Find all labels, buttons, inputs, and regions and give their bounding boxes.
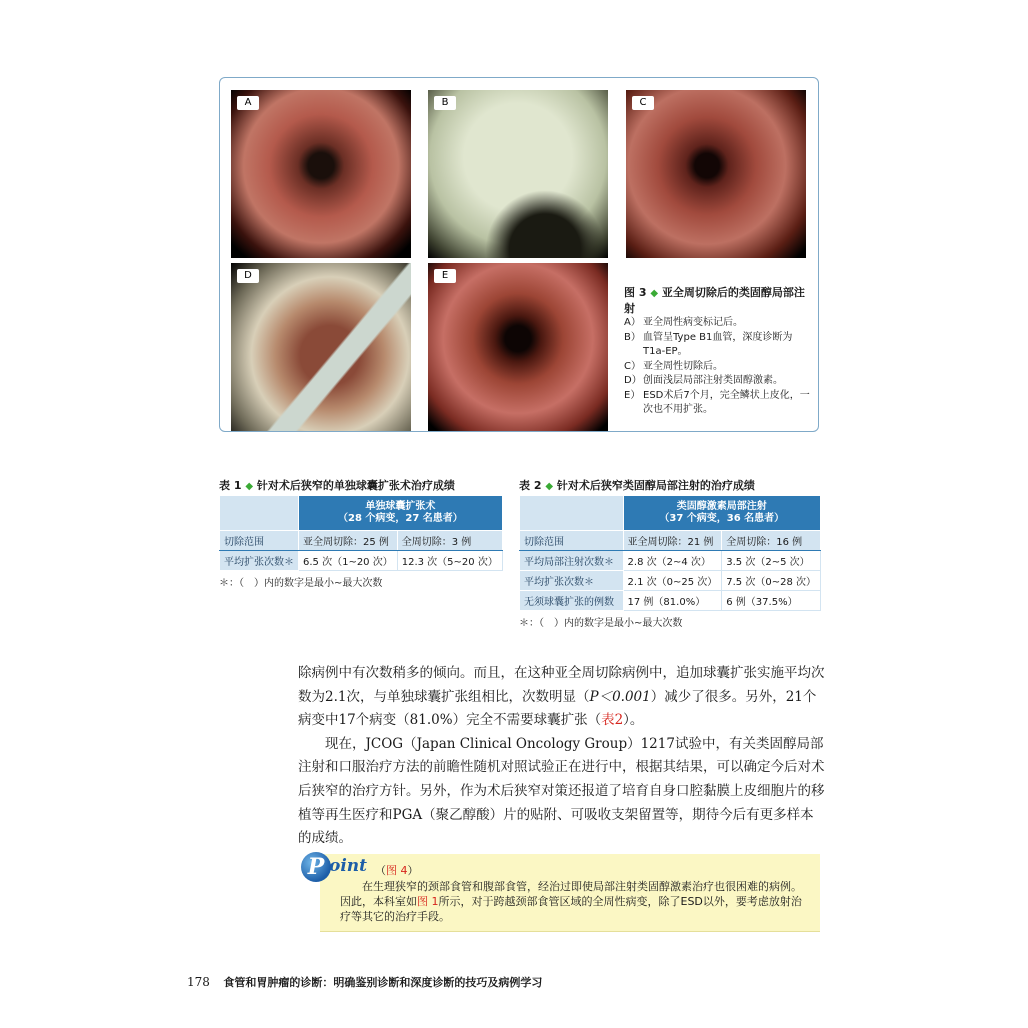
panel-label: C [632, 96, 654, 110]
table-row: 切除范围 亚全周切除：21 例 全周切除：16 例 [520, 531, 821, 551]
table-row: 平均扩张次数＊ 2.1 次（0~25 次） 7.5 次（0~28 次） [520, 571, 821, 591]
paragraph: 除病例中有次数稍多的倾向。而且，在这种亚全周切除病例中，追加球囊扩张实施平均次数为2.1次，与单独球囊扩张组相比，次数明显（P＜0.001）减少了很多。另外，21个病变中17个病变（81.0%）完全不需要球囊扩张（表2）。 [298, 665, 825, 729]
paragraph: 现在，JCOG（Japan Clinical Oncology Group）1217试验中，有关类固醇局部注射和口服治疗方法的前瞻性随机对照试验正在进行中，根据其结果，可以确定今后对术后狭窄的治疗方针。另外，作为术后狭窄对策还报道了培育自身口腔黏膜上皮细胞片的移植等再生医疗和PGA（聚乙醇酸）片的贴附、可吸收支架留置等，期待今后有更多样本的成绩。 [298, 735, 825, 847]
endoscopy-image-e [428, 263, 608, 431]
diamond-icon: ◆ [650, 288, 659, 299]
table-2-note: ＊：（ ）内的数字是最小~最大次数 [519, 618, 683, 629]
panel-label: D [237, 269, 259, 283]
panel-label: A [237, 96, 259, 110]
figure-caption-title: 图 3 ◆ 亚全周切除后的类固醇局部注射 [624, 286, 805, 315]
table-reference[interactable]: 表2 [601, 712, 624, 729]
endoscopy-image-c [626, 90, 806, 258]
diamond-icon: ◆ [545, 481, 554, 492]
book-title: 食管和胃肿瘤的诊断：明确鉴别诊断和深度诊断的技巧及病例学习 [223, 976, 543, 989]
table-row: 平均扩张次数＊ 6.5 次（1~20 次） 12.3 次（5~20 次） [220, 551, 503, 571]
panel-label: E [434, 269, 456, 283]
table-header: 类固醇激素局部注射 （37 个病变，36 名患者） [623, 496, 820, 531]
table-1-title: 表 1 ◆ 针对术后狭窄的单独球囊扩张术治疗成绩 [219, 479, 455, 492]
table-header: 单独球囊扩张术 （28 个病变，27 名患者） [299, 496, 503, 531]
endoscopy-image-d [231, 263, 411, 431]
caption-item: D） 创面浅层局部注射类固醇激素。 [624, 375, 783, 386]
figure-reference[interactable]: 图 1 [417, 895, 439, 908]
caption-item: C） 亚全周性切除后。 [624, 360, 723, 372]
diamond-icon: ◆ [245, 481, 254, 492]
point-figure-ref: （图 4） [375, 864, 419, 877]
table-1-note: ＊：（ ）内的数字是最小~最大次数 [219, 578, 383, 589]
page-number: 178 [187, 975, 210, 989]
page-footer [187, 975, 542, 990]
figure-caption [624, 285, 814, 418]
table-row: 平均局部注射次数＊ 2.8 次（2~4 次） 3.5 次（2~5 次） [520, 551, 821, 571]
point-logo-letter: P [301, 852, 331, 882]
endoscopy-image-a [231, 90, 411, 258]
panel-label: B [434, 96, 456, 110]
point-logo-word: oint [329, 856, 368, 876]
table-2 [519, 495, 821, 611]
endoscopy-image-b [428, 90, 608, 258]
table-row: 切除范围 亚全周切除：25 例 全周切除：3 例 [220, 531, 503, 551]
table-1 [219, 495, 503, 571]
point-text: 在生理狭窄的颈部食管和腹部食管，经治过即使局部注射类固醇激素治疗也很困难的病例。因此，本科室如图 1所示，对于跨越颈部食管区域的全周性病变，除了ESD以外，要考虑放射治疗等其它的治疗手段。 [340, 880, 802, 923]
table-2-title: 表 2 ◆ 针对术后狭窄类固醇局部注射的治疗成绩 [519, 479, 755, 492]
caption-item: B） 血管呈Type B1血管，深度诊断为T1a-EP。 [624, 331, 793, 357]
caption-item: E） ESD术后7个月，完全鳞状上皮化，一次也不用扩张。 [624, 389, 810, 415]
caption-item: A） 亚全周性病变标记后。 [624, 317, 743, 328]
table-row: 无须球囊扩张的例数 17 例（81.0%） 6 例（37.5%） [520, 591, 821, 611]
body-text [298, 662, 825, 851]
